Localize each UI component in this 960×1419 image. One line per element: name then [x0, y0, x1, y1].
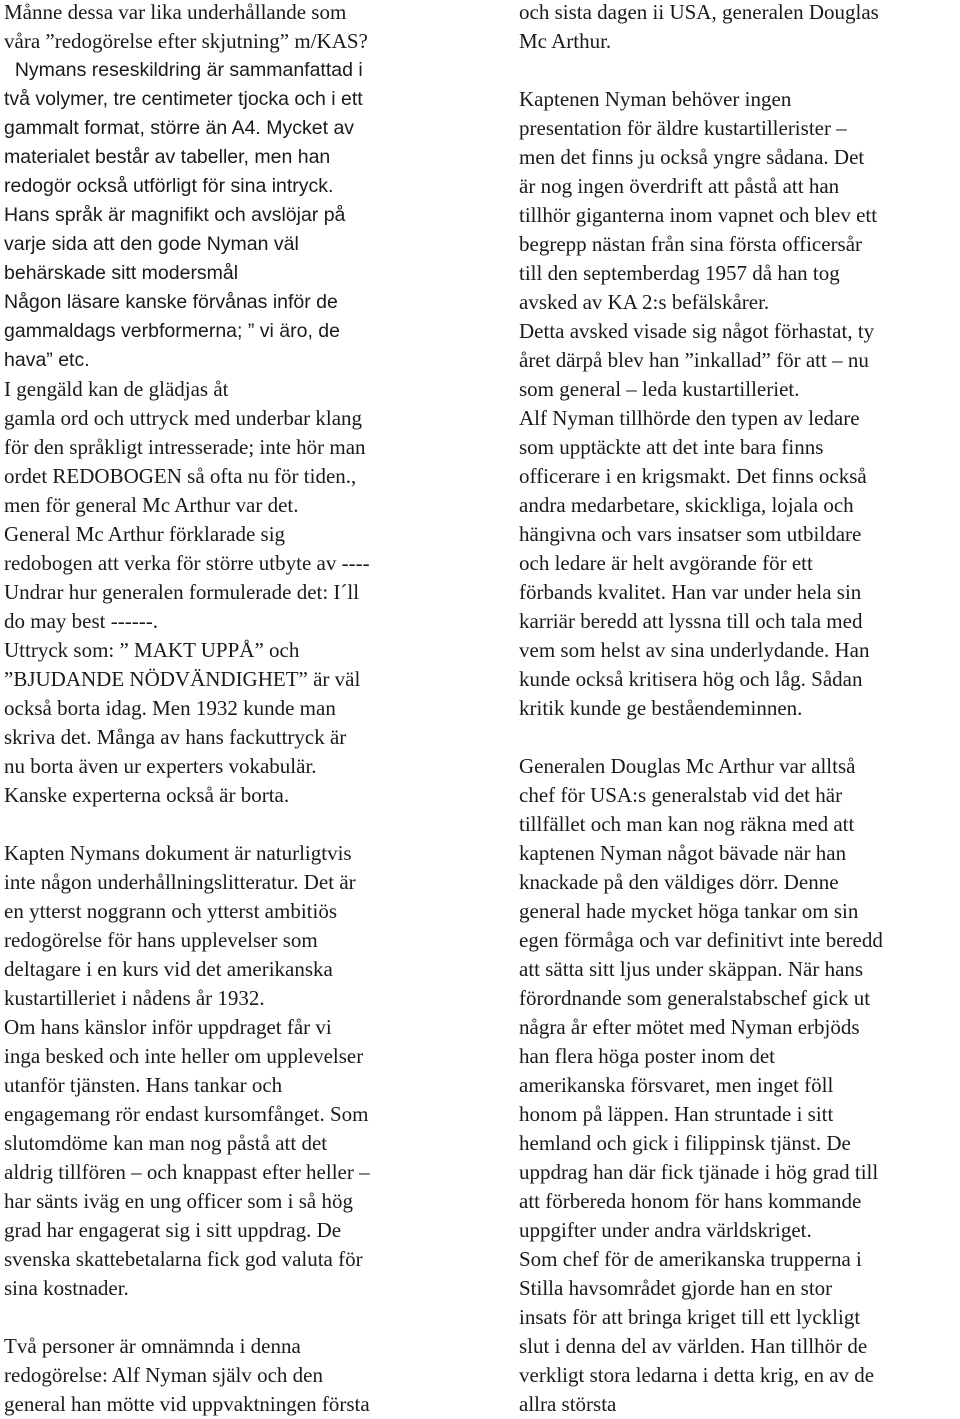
text-line: Två personer är omnämnda i denna: [4, 1334, 301, 1358]
text-line: redogörelse: Alf Nyman själv och den: [4, 1363, 323, 1387]
text-line: men det finns ju också yngre sådana. Det: [519, 145, 865, 169]
text-line: Kaptenen Nyman behöver ingen: [519, 87, 792, 111]
text-line: karriär beredd att lyssna till och tala med: [519, 609, 863, 633]
text-line: svenska skattebetalarna fick god valuta för: [4, 1247, 363, 1271]
text-line: Kanske experterna också är borta.: [4, 783, 290, 807]
text-line: knackade på den väldiges dörr. Denne: [519, 870, 839, 894]
text-line: gammaldags verbformerna; ” vi äro, de: [4, 320, 340, 342]
text-line: Som chef för de amerikanska trupperna i: [519, 1247, 862, 1271]
text-line: inga besked och inte heller om upplevelser: [4, 1044, 364, 1068]
text-line: våra ”redogörelse efter skjutning” m/KAS?: [4, 29, 368, 53]
text-line: avsked av KA 2:s befälskårer.: [519, 290, 770, 314]
text-line: gammalt format, större än A4. Mycket av: [4, 117, 355, 139]
paragraph-gap: [519, 56, 960, 85]
paragraph-gap: [4, 810, 454, 839]
text-line: nu borta även ur experters vokabulär.: [4, 754, 317, 778]
text-line: vem som helst av sina underlydande. Han: [519, 638, 870, 662]
text-line: till den septemberdag 1957 då han tog: [519, 261, 840, 285]
text-line: Någon läsare kanske förvånas inför de: [4, 291, 338, 313]
text-line: hemland och gick i filippinsk tjänst. De: [519, 1131, 851, 1155]
text-line: honom på läppen. Han struntade i sitt: [519, 1102, 834, 1126]
text-line: slutomdöme kan man nog påstå att det: [4, 1131, 328, 1155]
text-line: Hans språk är magnifikt och avslöjar på: [4, 204, 346, 226]
text-line: general hade mycket höga tankar om sin: [519, 899, 859, 923]
text-line: slut i denna del av världen. Han tillhör de: [519, 1334, 868, 1358]
text-line: förordnande som generalstabschef gick ut: [519, 986, 871, 1010]
text-line: officerare i en krigsmakt. Det finns också: [519, 464, 867, 488]
text-line: inte någon underhållningslitteratur. Det är: [4, 870, 356, 894]
text-line: Kapten Nymans dokument är naturligtvis: [4, 841, 352, 865]
text-line: och sista dagen ii USA, generalen Douglas: [519, 0, 879, 24]
text-line: allra största: [519, 1392, 617, 1416]
right-text-column: [519, 0, 960, 1419]
text-line: ordet REDOBOGEN så ofta nu för tiden.,: [4, 464, 357, 488]
text-line: Om hans känslor inför uppdraget får vi: [4, 1015, 332, 1039]
text-line: Detta avsked visade sig något förhastat, ty: [519, 319, 875, 343]
text-line: har sänts iväg en ung officer som i så hög: [4, 1189, 353, 1213]
text-line: engagemang rör endast kursomfånget. Som: [4, 1102, 369, 1126]
text-line: men för general Mc Arthur var det.: [4, 493, 299, 517]
text-line: redogör också utförligt för sina intryck.: [4, 175, 334, 197]
text-line: tillfället och man kan nog räkna med att: [519, 812, 855, 836]
text-line: deltagare i en kurs vid det amerikanska: [4, 957, 333, 981]
text-line: Generalen Douglas Mc Arthur var alltså: [519, 754, 856, 778]
text-line: som general – leda kustartilleriet.: [519, 377, 800, 401]
text-line: som upptäckte att det inte bara finns: [519, 435, 824, 459]
text-line: tillhör giganterna inom vapnet och blev ett: [519, 203, 878, 227]
text-line: Undrar hur generalen formulerade det: I´ll: [4, 580, 360, 604]
text-line: för den språkligt intresserade; inte hör man: [4, 435, 366, 459]
text-line: grad har engagerat sig i sitt uppdrag. De: [4, 1218, 342, 1242]
text-line: andra medarbetare, skickliga, lojala och: [519, 493, 854, 517]
text-line: varje sida att den gode Nyman väl: [4, 233, 299, 255]
text-line: Stilla havsområdet gjorde han en stor: [519, 1276, 833, 1300]
text-line: uppgifter under andra världskriget.: [519, 1218, 812, 1242]
left-text-column: [4, 0, 454, 1419]
text-line: I gengäld kan de glädjas åt: [4, 377, 229, 401]
text-line: utanför tjänsten. Hans tankar och: [4, 1073, 283, 1097]
text-line: kritik kunde ge beståendeminnen.: [519, 696, 803, 720]
text-line: han flera höga poster inom det: [519, 1044, 775, 1068]
text-line: behärskade sitt modersmål: [4, 262, 239, 284]
text-line: begrepp nästan från sina första officersår: [519, 232, 863, 256]
text-line: redobogen att verka för större utbyte av ----: [4, 551, 370, 575]
text-line: Uttryck som: ” MAKT UPPÅ” och: [4, 638, 300, 662]
text-line: egen förmåga och var definitivt inte beredd: [519, 928, 883, 952]
text-line: do may best ------.: [4, 609, 158, 633]
paragraph-gap: [4, 1303, 454, 1332]
text-line: ”BJUDANDE NÖDVÄNDIGHET” är väl: [4, 667, 361, 691]
text-line: gamla ord och uttryck med underbar klang: [4, 406, 363, 430]
text-line: kaptenen Nyman något bävade när han: [519, 841, 847, 865]
text-line: Nymans reseskildring är sammanfattad i: [4, 59, 363, 81]
text-line: presentation för äldre kustartillerister –: [519, 116, 847, 140]
text-line: också borta idag. Men 1932 kunde man: [4, 696, 336, 720]
text-line: uppdrag han där fick tjänade i hög grad till: [519, 1160, 879, 1184]
text-line: materialet består av tabeller, men han: [4, 146, 331, 168]
text-line: General Mc Arthur förklarade sig: [4, 522, 286, 546]
text-line: redogörelse för hans upplevelser som: [4, 928, 318, 952]
text-line: skriva det. Många av hans fackuttryck är: [4, 725, 347, 749]
text-line: insats för att bringa kriget till ett lyckligt: [519, 1305, 861, 1329]
text-line: kustartilleriet i nådens år 1932.: [4, 986, 265, 1010]
text-line: Månne dessa var lika underhållande som: [4, 0, 347, 24]
text-line: Alf Nyman tillhörde den typen av ledare: [519, 406, 860, 430]
text-line: aldrig tillfören – och knappast efter heller –: [4, 1160, 370, 1184]
text-line: amerikanska försvaret, men inget föll: [519, 1073, 834, 1097]
text-line: Mc Arthur.: [519, 29, 612, 53]
text-line: hava” etc.: [4, 349, 90, 371]
text-line: chef för USA:s generalstab vid det här: [519, 783, 843, 807]
text-line: verkligt stora ledarna i detta krig, en av de: [519, 1363, 875, 1387]
text-line: general han mötte vid uppvaktningen första: [4, 1392, 370, 1416]
text-line: är nog ingen överdrift att påstå att han: [519, 174, 840, 198]
text-line: kunde också kritisera hög och låg. Sådan: [519, 667, 863, 691]
text-line: hängivna och vars insatser som utbildare: [519, 522, 862, 546]
paragraph-gap: [519, 723, 960, 752]
text-line: och ledare är helt avgörande för ett: [519, 551, 813, 575]
text-line: en ytterst noggrann och ytterst ambitiös: [4, 899, 338, 923]
text-line: förbands kvalitet. Han var under hela sin: [519, 580, 862, 604]
text-line: att förbereda honom för hans kommande: [519, 1189, 862, 1213]
text-line: två volymer, tre centimeter tjocka och i ett: [4, 88, 363, 110]
text-line: att sätta sitt ljus under skäppan. När hans: [519, 957, 864, 981]
text-line: sina kostnader.: [4, 1276, 129, 1300]
text-line: året därpå blev han ”inkallad” för att – nu: [519, 348, 869, 372]
text-line: några år efter mötet med Nyman erbjöds: [519, 1015, 860, 1039]
